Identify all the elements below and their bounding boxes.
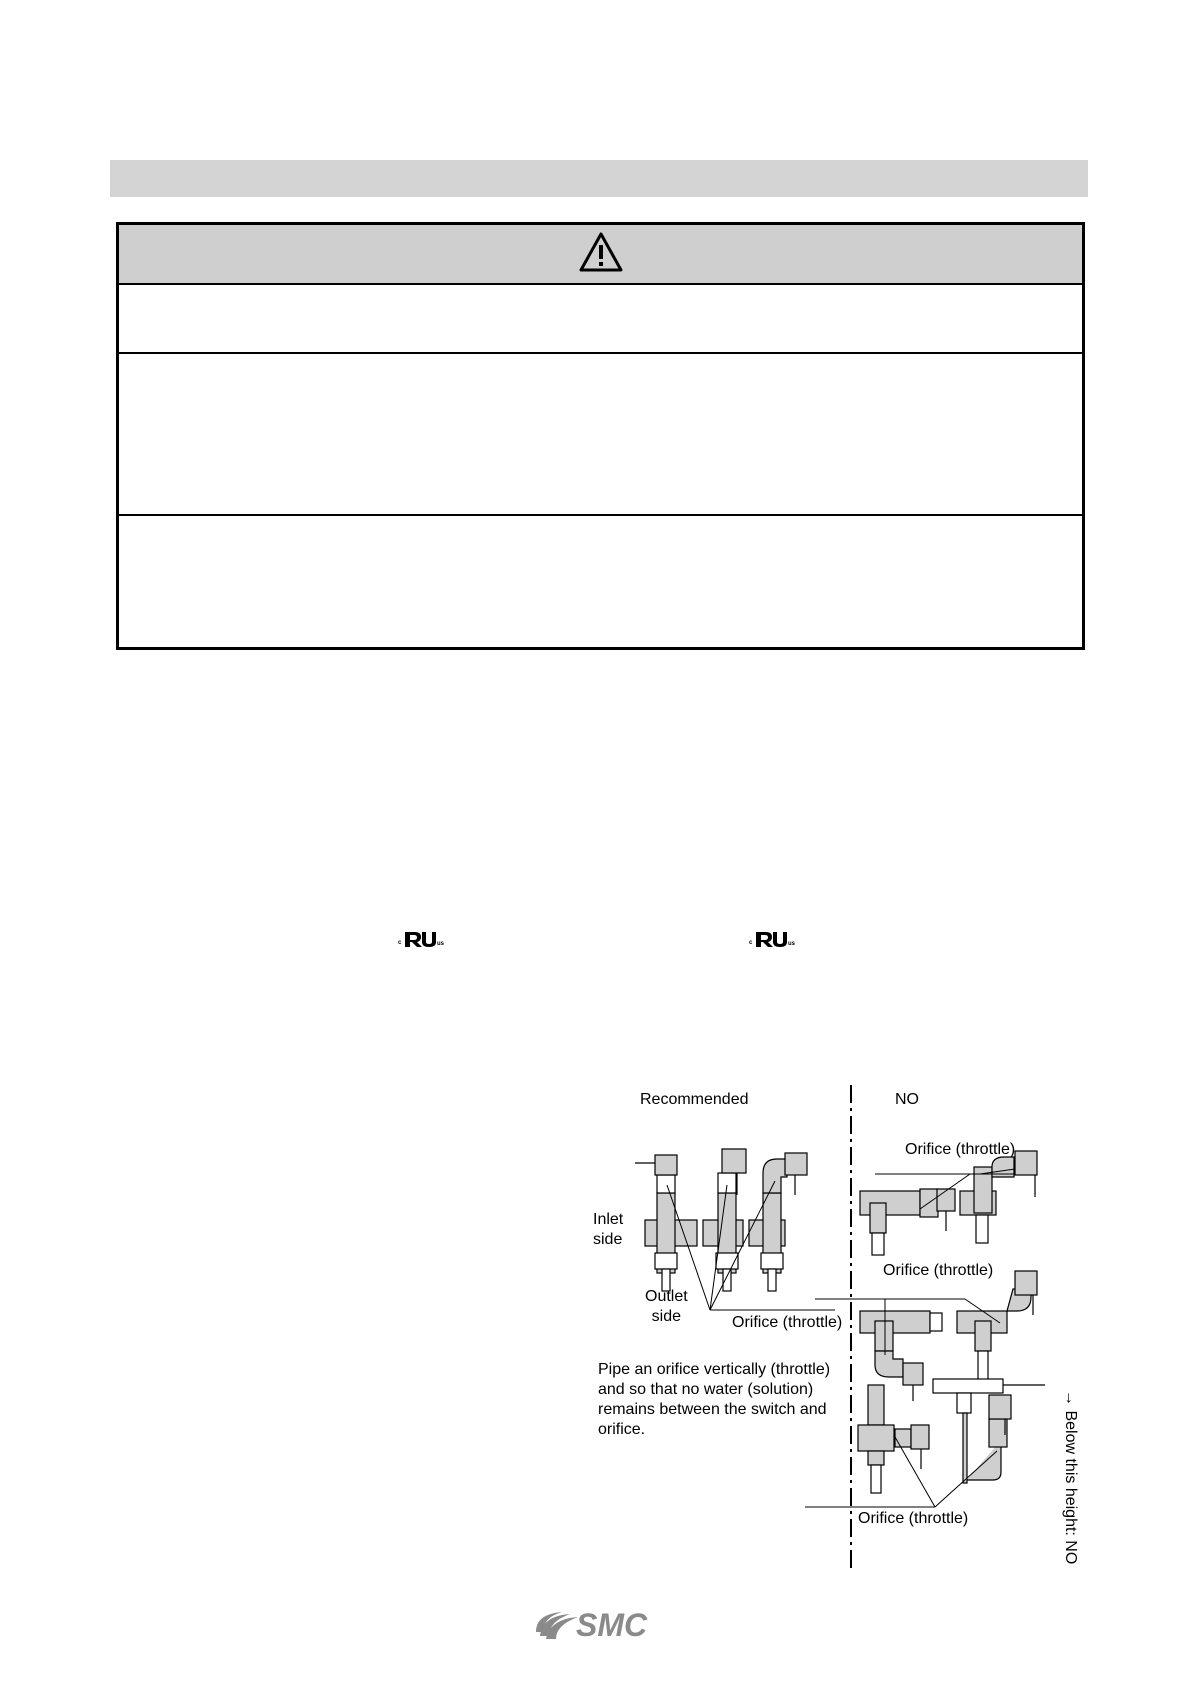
svg-text:us: us [788, 941, 796, 947]
svg-text:SMC: SMC [576, 1607, 648, 1643]
recommended-tee-1 [635, 1155, 697, 1291]
piping-figure [585, 1085, 1085, 1585]
warning-triangle-icon [579, 231, 623, 273]
no-tee-row1 [860, 1151, 1037, 1255]
recommended-tee-2 [703, 1149, 746, 1291]
below-height-label: → Below this height: NO [1062, 1390, 1079, 1565]
orifice-label-no-2: Orifice (throttle) [883, 1262, 994, 1279]
orifice-label-no-3: Orifice (throttle) [858, 1510, 969, 1527]
piping-illustration [585, 1085, 1085, 1585]
no-tee-row3 [858, 1379, 1045, 1493]
orifice-label-no-1: Orifice (throttle) [905, 1141, 1016, 1158]
svg-text:us: us [437, 941, 445, 947]
cru-us-mark-icon [398, 929, 446, 947]
recommended-tee-3 [749, 1153, 807, 1291]
orifice-label-recommended: Orifice (throttle) [732, 1314, 843, 1331]
no-title: NO [895, 1091, 919, 1108]
outlet-side-label: Outlet side [645, 1288, 688, 1325]
warning-box [116, 222, 1085, 650]
warning-row-divider [119, 352, 1082, 354]
recommended-title: Recommended [640, 1091, 749, 1108]
warning-row-divider [119, 514, 1082, 516]
warning-header [119, 225, 1082, 285]
orifice-note: Pipe an orifice vertically (throttle) and so that no water (solution) remains between the switch and orifice. [598, 1361, 831, 1438]
smc-logo [532, 1598, 664, 1646]
section-header-bar [110, 160, 1088, 197]
inlet-side-label: Inlet side [593, 1211, 624, 1248]
cru-us-mark-icon [749, 929, 797, 947]
svg-text:c: c [398, 940, 402, 946]
svg-text:c: c [749, 940, 753, 946]
